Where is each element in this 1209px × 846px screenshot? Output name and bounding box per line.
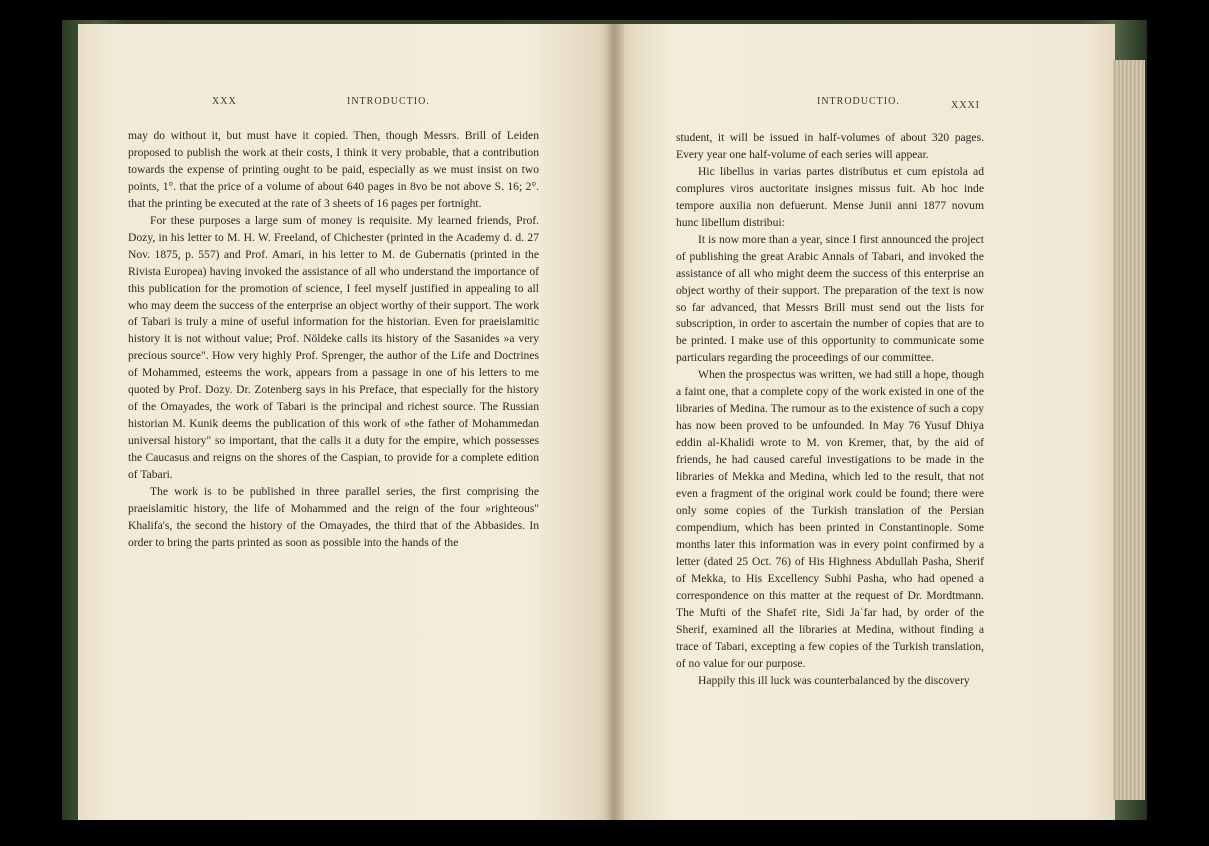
paragraph: When the prospectus was written, we had still a hope, though a faint one, that a complete copy of the work existed in one of the libraries of Medina. The rumour as to the existence of such a copy has now been proved to be unfounded. In May 76 Yusuf Dhiya eddin al-Khalidi wrote to M. von Kremer, that, by the aid of friends, he had caused careful investigations to be made in the libraries of Mekka and Medina, which led to the result, that not even a fragment of the original work could be found; there were only some copies of the Turkish translation of the Persian compendium, which has been printed in Constantinople. Some months later this information was in every point confirmed by a letter (dated 25 Oct. 76) of His Highness Abdullah Pasha, Sherif of Mekka, to His Excellency Subhi Pasha, who had opened a correspondence on this matter at the request of Dr. Mordtmann. The Mufti of the Shafeī rite, Sidi Jaʿfar had, by order of the Sherif, examined all the libraries at Medina, without finding a trace of Tabari, excepting a few copies of the Turkish translation, of no value for our purpose.: [676, 368, 984, 670]
paragraph: Hic libellus in varias partes distributus et cum epistola ad complures viros auctoritate insignes missus fuit. Ab hoc inde tempore auxilia non defuerunt. Mense Junii anni 1877 novum hunc libellum distribui:: [676, 164, 984, 229]
paragraph: Happily this ill luck was counterbalanced by the discovery: [698, 673, 970, 687]
paragraph: student, it will be issued in half-volumes of about 320 pages. Every year one half-volume of each series will appear.: [676, 131, 984, 161]
book-gutter: [604, 24, 624, 820]
left-running-head: INTRODUCTIO.: [347, 96, 430, 107]
paragraph: may do without it, but must have it copied. Then, though Messrs. Brill of Leiden proposed to publish the work at their costs, I think it very probable, that a contribution towards the expense of printing ought to be paid, especially as we must insist on two points, 1°. that the price of a volume of about 640 pages in 8vo be not above S. 16; 2°. that the printing be executed at the rate of 3 sheets of 16 pages per fortnight.: [128, 129, 539, 210]
right-running-head: INTRODUCTIO.: [817, 96, 900, 107]
paragraph: The work is to be published in three parallel series, the first comprising the praeislamitic history, the life of Mohammed and the reign of the four »righteous" Khalifa's, the second the history of the Omayades, the third that of the Abbasides. In order to bring the parts printed as soon as possible into the hands of the: [128, 485, 539, 549]
left-page-text: [128, 128, 539, 552]
right-page-number: XXXI: [951, 100, 980, 111]
page-edges: [1113, 60, 1145, 800]
paragraph: For these purposes a large sum of money is requisite. My learned friends, Prof. Dozy, in his letter to M. H. W. Freeland, of Chichester (printed in the Academy d. d. 27 Nov. 1875, p. 557) and Prof. Amari, in his letter to M. de Gubernatis (printed in the Rivista Europea) having invoked the assistance of all who understand the importance of this publication for the promotion of science, I feel myself justified in appealing to all who may deem the success of the enterprise an object worthy of their support. The work of Tabari is truly a mine of useful information for the historian. Even for praeislamitic history it is not without value; Prof. Nöldeke calls its history of the Sasanides »a very precious source". How very highly Prof. Sprenger, the author of the Life and Doctrines of Mohammed, esteems the work, appears from a passage in one of his letters to me quoted by Prof. Dozy. Dr. Zotenberg says in his Preface, that especially for the history of the Omayades, the work of Tabari is the principal and richest source. The Russian historian M. Kunik deems the publication of this work of »the father of Mohammedan universal history" so important, that the calls it a duty for the empire, which possesses the Caucasus and reigns on the shores of the Caspian, to provide for a complete edition of Tabari.: [128, 213, 539, 482]
left-page-number: XXX: [212, 96, 237, 107]
paragraph: It is now more than a year, since I first announced the project of publishing the great Arabic Annals of Tabari, and invoked the assistance of all who might deem the success of this enterprise an object worthy of their support. The preparation of the text is now so far advanced, that Messrs Brill must send out the lists for subscription, in order to ascertain the number of copies that are to be printed. I make use of this opportunity to communicate some particulars regarding the proceedings of our committee.: [676, 232, 984, 365]
right-page-text: [676, 130, 984, 689]
